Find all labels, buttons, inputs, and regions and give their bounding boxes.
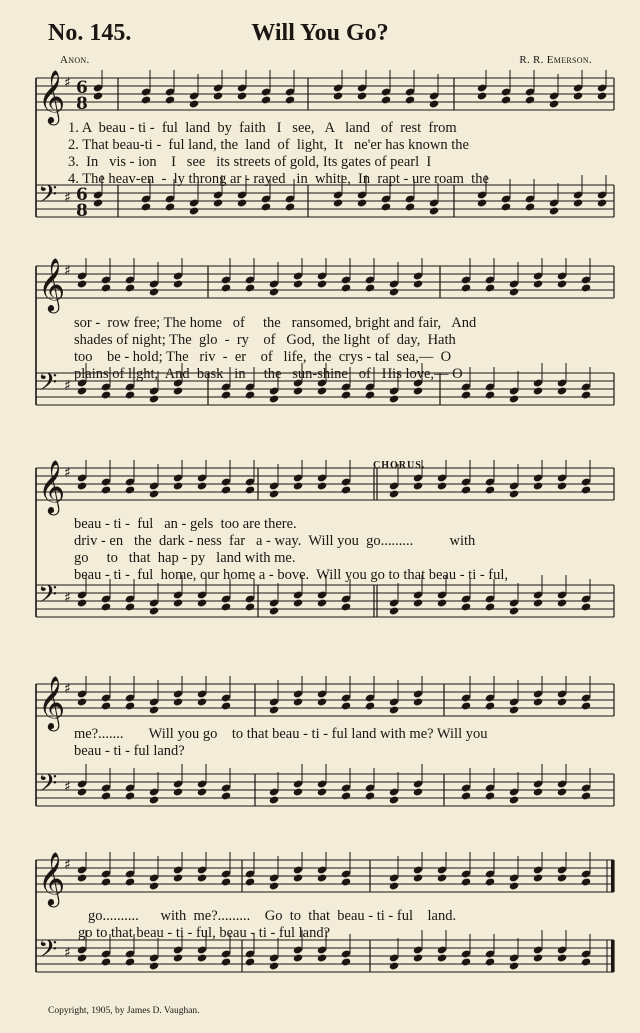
notehead — [101, 791, 111, 800]
notehead — [533, 481, 543, 490]
notehead — [557, 279, 567, 288]
notehead — [197, 873, 207, 882]
notehead — [317, 873, 327, 882]
notehead — [261, 95, 271, 104]
music-credit: R. R. Emerson. — [519, 54, 592, 66]
lyric-line: 4. The heav-en - ly throng ar - rayed in white, In rapt - ure roam the — [68, 171, 489, 187]
time-signature-digit: 6 — [76, 185, 88, 205]
notehead — [245, 485, 255, 494]
notehead — [461, 701, 471, 710]
notehead — [293, 598, 303, 607]
notehead — [125, 701, 135, 710]
final-barline — [611, 860, 614, 892]
lyrics-system-1 — [30, 121, 618, 194]
notehead — [365, 701, 375, 710]
notehead — [389, 489, 399, 498]
notehead — [413, 873, 423, 882]
notehead — [413, 697, 423, 706]
notehead — [461, 877, 471, 886]
notehead — [533, 697, 543, 706]
notehead — [557, 598, 567, 607]
notehead — [197, 697, 207, 706]
sharp-icon: ♯ — [64, 590, 71, 606]
lyric-line: beau - ti - ful home, our home a - bove. Will you go to that beau - ti - ful, — [74, 567, 509, 583]
notehead — [381, 95, 391, 104]
notehead — [509, 489, 519, 498]
notehead — [269, 795, 279, 804]
hymn-title: Will You Go? — [251, 20, 389, 46]
notehead — [317, 787, 327, 796]
lyric-line: shades of night; The glo - ry of God, the light of day, Hath — [74, 332, 456, 348]
notehead — [125, 877, 135, 886]
treble-clef-icon: 𝄞 — [38, 460, 66, 513]
notehead — [501, 202, 511, 211]
notehead — [341, 485, 351, 494]
notehead — [101, 485, 111, 494]
sharp-icon: ♯ — [64, 945, 71, 961]
notehead — [557, 697, 567, 706]
notehead — [341, 390, 351, 399]
notehead — [581, 283, 591, 292]
notehead — [573, 198, 583, 207]
lyrics-system-3 — [30, 517, 618, 590]
notehead — [581, 602, 591, 611]
notehead — [533, 787, 543, 796]
notehead — [485, 390, 495, 399]
notehead — [221, 957, 231, 966]
treble-clef-icon: 𝄞 — [38, 852, 66, 905]
notehead — [101, 602, 111, 611]
notehead — [149, 394, 159, 403]
notehead — [317, 598, 327, 607]
lyric-line: sor - row free; The home of the ransomed, bright and fair, And — [74, 315, 477, 331]
notehead — [485, 485, 495, 494]
notehead — [549, 206, 559, 215]
notehead — [461, 390, 471, 399]
notehead — [149, 287, 159, 296]
notehead — [141, 95, 151, 104]
notehead — [293, 953, 303, 962]
notehead — [461, 485, 471, 494]
notehead — [189, 99, 199, 108]
notehead — [245, 283, 255, 292]
notehead — [125, 390, 135, 399]
notehead — [269, 881, 279, 890]
hymn-number: No. 145. — [48, 20, 132, 46]
notehead — [341, 602, 351, 611]
sharp-icon: ♯ — [64, 75, 71, 91]
notehead — [165, 202, 175, 211]
time-signature-digit: 8 — [76, 94, 88, 114]
notehead — [581, 791, 591, 800]
notehead — [221, 485, 231, 494]
notehead — [549, 99, 559, 108]
notehead — [437, 873, 447, 882]
notehead — [77, 697, 87, 706]
notehead — [581, 877, 591, 886]
lyric-line: too be - hold; The riv - er of life, the crys - tal sea,— O — [74, 349, 452, 365]
notehead — [525, 95, 535, 104]
notehead — [533, 953, 543, 962]
notehead — [341, 957, 351, 966]
notehead — [197, 598, 207, 607]
copyright-notice: Copyright, 1905, by James D. Vaughan. — [48, 1006, 200, 1016]
notehead — [365, 390, 375, 399]
hymn-header — [0, 20, 640, 52]
notehead — [93, 198, 103, 207]
lyric-line: beau - ti - ful land? — [74, 743, 185, 759]
notehead — [173, 481, 183, 490]
lyric-line: go to that beau - ti - ful, beau - ti - ful land? — [78, 925, 331, 941]
notehead — [237, 198, 247, 207]
notehead — [365, 791, 375, 800]
notehead — [77, 481, 87, 490]
notehead — [461, 283, 471, 292]
notehead — [101, 701, 111, 710]
notehead — [77, 873, 87, 882]
time-signature-digit: 6 — [76, 78, 88, 98]
notehead — [125, 283, 135, 292]
chorus-label: CHORUS. — [373, 460, 426, 471]
notehead — [77, 598, 87, 607]
notehead — [581, 701, 591, 710]
notehead — [213, 198, 223, 207]
notehead — [141, 202, 151, 211]
notehead — [269, 394, 279, 403]
notehead — [509, 394, 519, 403]
treble-clef-icon: 𝄞 — [38, 258, 66, 311]
notehead — [245, 390, 255, 399]
bass-clef-icon: 𝄢 — [38, 368, 58, 403]
lyric-line: driv - en the dark - ness far a - way. Will you go......... with — [74, 533, 476, 549]
notehead — [389, 881, 399, 890]
notehead — [413, 787, 423, 796]
notehead — [317, 481, 327, 490]
notehead — [501, 95, 511, 104]
lyric-line: go to that hap - py land with me. — [74, 550, 296, 566]
notehead — [341, 791, 351, 800]
notehead — [365, 283, 375, 292]
notehead — [189, 206, 199, 215]
notehead — [173, 953, 183, 962]
notehead — [413, 598, 423, 607]
notehead — [485, 957, 495, 966]
lyric-line: beau - ti - ful an - gels too are there. — [74, 516, 297, 532]
notehead — [485, 791, 495, 800]
lyric-line: go.......... with me?......... Go to that beau - ti - ful land. — [88, 908, 457, 924]
notehead — [245, 957, 255, 966]
notehead — [389, 394, 399, 403]
notehead — [293, 787, 303, 796]
notehead — [221, 390, 231, 399]
notehead — [533, 279, 543, 288]
notehead — [125, 602, 135, 611]
notehead — [173, 697, 183, 706]
notehead — [149, 795, 159, 804]
words-credit: Anon. — [60, 54, 90, 66]
notehead — [381, 202, 391, 211]
notehead — [197, 481, 207, 490]
lyric-line: 1. A beau - ti - ful land by faith I see, A land of rest from — [68, 120, 457, 136]
lyric-line: me?....... Will you go to that beau - ti - ful land with me? Will you — [74, 726, 488, 742]
notehead — [149, 489, 159, 498]
notehead — [101, 390, 111, 399]
notehead — [245, 602, 255, 611]
treble-clef-icon: 𝄞 — [38, 676, 66, 729]
notehead — [477, 198, 487, 207]
notehead — [173, 598, 183, 607]
notehead — [509, 795, 519, 804]
sharp-icon: ♯ — [64, 378, 71, 394]
notehead — [269, 489, 279, 498]
notehead — [413, 481, 423, 490]
notehead — [341, 877, 351, 886]
notehead — [293, 697, 303, 706]
sharp-icon: ♯ — [64, 681, 71, 697]
notehead — [317, 953, 327, 962]
lyrics-system-4 — [30, 727, 618, 771]
notehead — [341, 701, 351, 710]
notehead — [269, 961, 279, 970]
lyric-line: 2. That beau-ti - ful land, the land of light, It ne'er has known the — [68, 137, 469, 153]
notehead — [509, 606, 519, 615]
sharp-icon: ♯ — [64, 857, 71, 873]
notehead — [173, 279, 183, 288]
notehead — [221, 283, 231, 292]
notehead — [125, 957, 135, 966]
notehead — [149, 705, 159, 714]
notehead — [125, 485, 135, 494]
notehead — [461, 957, 471, 966]
notehead — [477, 91, 487, 100]
notehead — [389, 287, 399, 296]
time-signature-digit: 8 — [76, 201, 88, 221]
notehead — [389, 606, 399, 615]
notehead — [357, 198, 367, 207]
notehead — [485, 602, 495, 611]
treble-clef-icon: 𝄞 — [38, 70, 66, 123]
notehead — [581, 957, 591, 966]
notehead — [173, 787, 183, 796]
notehead — [389, 795, 399, 804]
notehead — [429, 206, 439, 215]
notehead — [101, 283, 111, 292]
notehead — [173, 873, 183, 882]
notehead — [237, 91, 247, 100]
notehead — [557, 481, 567, 490]
notehead — [221, 701, 231, 710]
sharp-icon: ♯ — [64, 190, 71, 206]
notehead — [509, 287, 519, 296]
notehead — [533, 873, 543, 882]
notehead — [525, 202, 535, 211]
notehead — [269, 705, 279, 714]
notehead — [341, 283, 351, 292]
notehead — [509, 705, 519, 714]
notehead — [269, 287, 279, 296]
notehead — [485, 701, 495, 710]
lyric-line: plains of light, And bask in the sun-shine of His love,— O — [74, 366, 463, 382]
notehead — [429, 99, 439, 108]
notehead — [581, 485, 591, 494]
notehead — [101, 957, 111, 966]
notehead — [93, 91, 103, 100]
notehead — [77, 953, 87, 962]
notehead — [261, 202, 271, 211]
sharp-icon: ♯ — [64, 263, 71, 279]
lyrics-system-5 — [30, 909, 618, 953]
notehead — [437, 953, 447, 962]
notehead — [597, 198, 607, 207]
bass-clef-icon: 𝄢 — [38, 769, 58, 804]
notehead — [437, 598, 447, 607]
notehead — [597, 91, 607, 100]
notehead — [533, 598, 543, 607]
notehead — [557, 787, 567, 796]
notehead — [77, 787, 87, 796]
notehead — [197, 787, 207, 796]
notehead — [197, 953, 207, 962]
sharp-icon: ♯ — [64, 779, 71, 795]
notehead — [389, 961, 399, 970]
notehead — [221, 877, 231, 886]
notehead — [461, 791, 471, 800]
notehead — [437, 481, 447, 490]
notehead — [405, 202, 415, 211]
notehead — [149, 606, 159, 615]
notehead — [485, 877, 495, 886]
notehead — [165, 95, 175, 104]
notehead — [221, 791, 231, 800]
notehead — [101, 877, 111, 886]
notehead — [357, 91, 367, 100]
notehead — [557, 953, 567, 962]
notehead — [221, 602, 231, 611]
notehead — [557, 873, 567, 882]
notehead — [269, 606, 279, 615]
bass-clef-icon: 𝄢 — [38, 180, 58, 215]
bass-clef-icon: 𝄢 — [38, 935, 58, 970]
notehead — [333, 91, 343, 100]
notehead — [125, 791, 135, 800]
notehead — [77, 279, 87, 288]
notehead — [245, 877, 255, 886]
notehead — [413, 953, 423, 962]
notehead — [509, 881, 519, 890]
bass-clef-icon: 𝄢 — [38, 580, 58, 615]
notehead — [149, 961, 159, 970]
sharp-icon: ♯ — [64, 465, 71, 481]
notehead — [293, 481, 303, 490]
notehead — [413, 279, 423, 288]
notehead — [485, 283, 495, 292]
notehead — [573, 91, 583, 100]
notehead — [285, 202, 295, 211]
notehead — [293, 279, 303, 288]
notehead — [213, 91, 223, 100]
lyric-line: 3. In vis - ion I see its streets of gold, Its gates of pearl I — [68, 154, 432, 170]
notehead — [285, 95, 295, 104]
notehead — [509, 961, 519, 970]
notehead — [389, 705, 399, 714]
notehead — [461, 602, 471, 611]
notehead — [405, 95, 415, 104]
lyrics-system-2 — [30, 316, 618, 389]
notehead — [333, 198, 343, 207]
notehead — [317, 697, 327, 706]
notehead — [149, 881, 159, 890]
notehead — [293, 873, 303, 882]
notehead — [317, 279, 327, 288]
notehead — [581, 390, 591, 399]
